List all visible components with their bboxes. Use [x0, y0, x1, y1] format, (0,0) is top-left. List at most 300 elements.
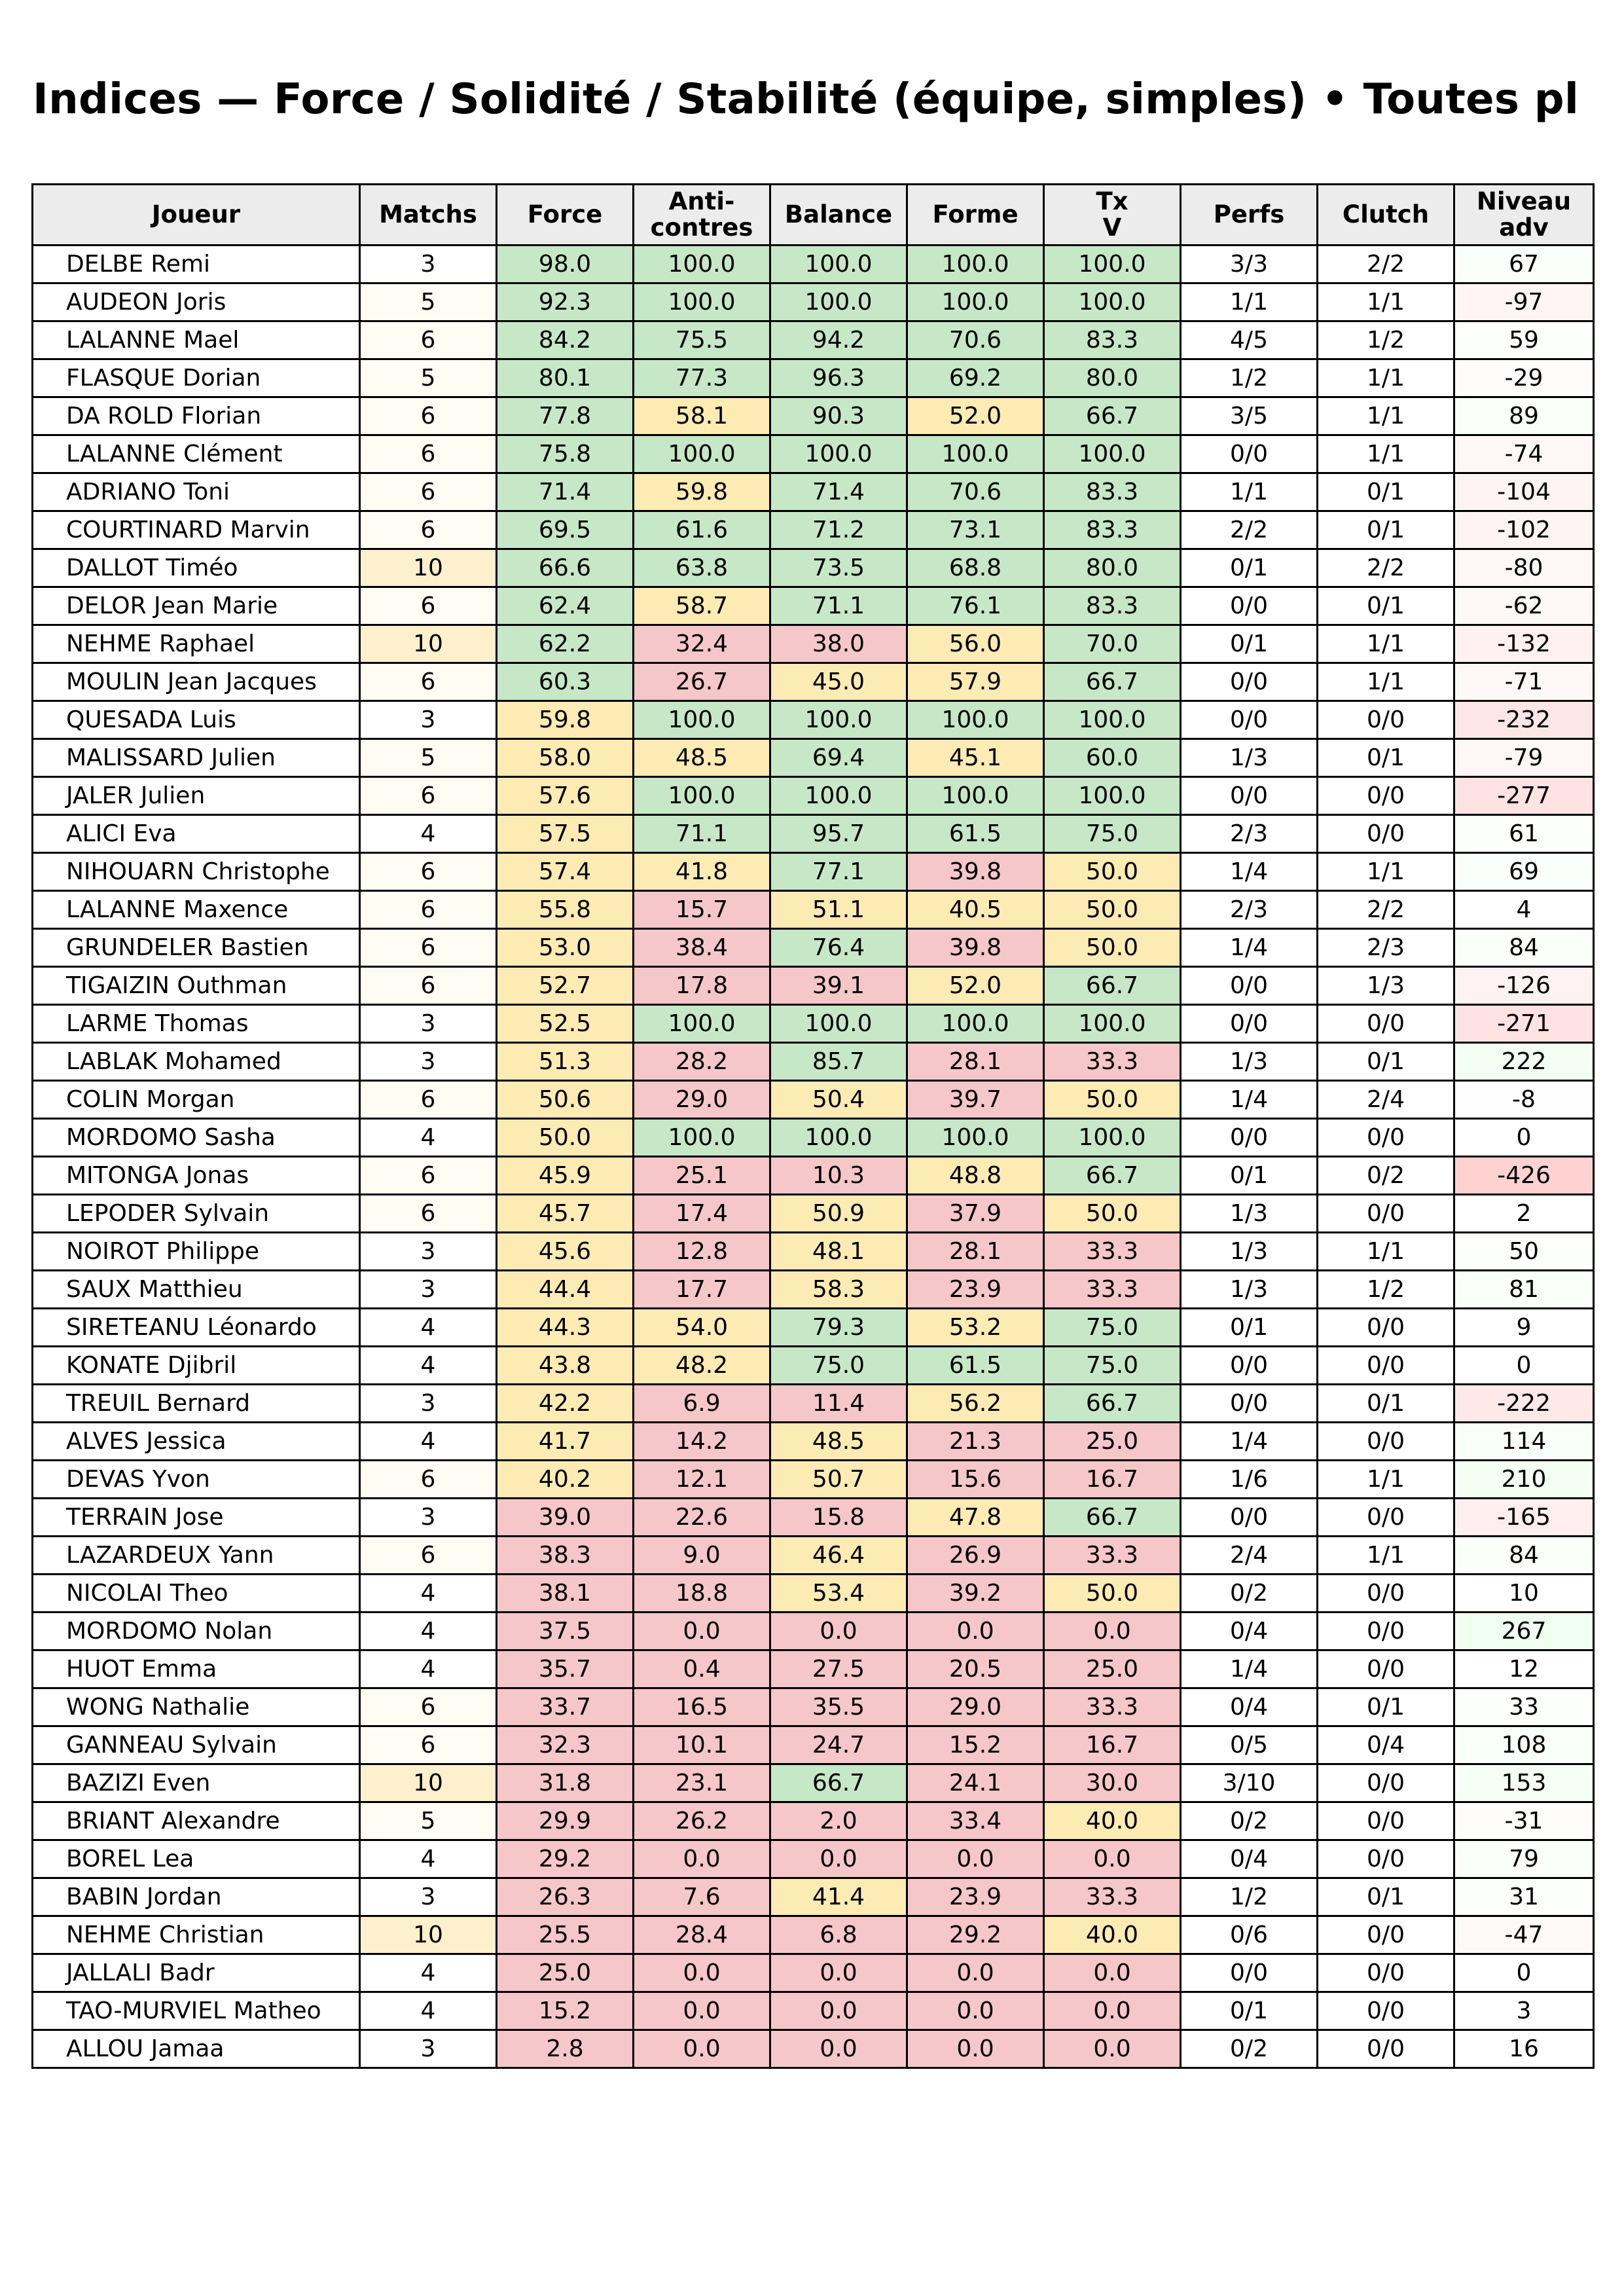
cell-balance: 35.5 — [770, 1688, 907, 1726]
cell-niveau: 108 — [1454, 1726, 1594, 1764]
cell-balance: 41.4 — [770, 1878, 907, 1916]
cell-clutch: 0/1 — [1318, 1878, 1454, 1916]
cell-joueur: MALISSARD Julien — [33, 739, 360, 777]
column-header-label: Clutch — [1342, 200, 1430, 228]
cell-txv: 25.0 — [1044, 1650, 1181, 1688]
cell-txv: 66.7 — [1044, 967, 1181, 1005]
cell-clutch: 0/0 — [1318, 1575, 1454, 1613]
cell-force: 80.1 — [497, 359, 634, 397]
cell-txv: 83.3 — [1044, 511, 1181, 549]
cell-balance: 11.4 — [770, 1385, 907, 1423]
cell-forme: 47.8 — [907, 1499, 1044, 1537]
cell-balance: 94.2 — [770, 321, 907, 359]
cell-balance: 69.4 — [770, 739, 907, 777]
cell-forme: 100.0 — [907, 777, 1044, 815]
cell-anti: 58.1 — [634, 397, 770, 435]
cell-anti: 0.0 — [634, 1954, 770, 1992]
cell-matchs: 6 — [360, 1688, 497, 1726]
cell-txv: 100.0 — [1044, 246, 1181, 283]
cell-balance: 51.1 — [770, 891, 907, 929]
cell-perfs: 0/0 — [1181, 1347, 1318, 1385]
cell-clutch: 0/0 — [1318, 1347, 1454, 1385]
table-row — [33, 1764, 1594, 1802]
cell-clutch: 1/3 — [1318, 967, 1454, 1005]
cell-matchs: 3 — [360, 246, 497, 283]
cell-balance: 2.0 — [770, 1802, 907, 1840]
cell-anti: 58.7 — [634, 587, 770, 625]
cell-niveau: 69 — [1454, 853, 1594, 891]
cell-balance: 90.3 — [770, 397, 907, 435]
cell-clutch: 0/0 — [1318, 701, 1454, 739]
cell-niveau: 50 — [1454, 1233, 1594, 1271]
cell-niveau: 89 — [1454, 397, 1594, 435]
cell-matchs: 4 — [360, 1992, 497, 2030]
cell-joueur: DA ROLD Florian — [33, 397, 360, 435]
cell-forme: 21.3 — [907, 1423, 1044, 1461]
cell-anti: 0.0 — [634, 1840, 770, 1878]
cell-matchs: 3 — [360, 1005, 497, 1043]
cell-joueur: GRUNDELER Bastien — [33, 929, 360, 967]
cell-matchs: 10 — [360, 1916, 497, 1954]
cell-txv: 50.0 — [1044, 853, 1181, 891]
cell-force: 38.3 — [497, 1537, 634, 1575]
cell-txv: 40.0 — [1044, 1802, 1181, 1840]
cell-anti: 32.4 — [634, 625, 770, 663]
cell-perfs: 1/3 — [1181, 1195, 1318, 1233]
cell-matchs: 6 — [360, 1157, 497, 1195]
table-row — [33, 891, 1594, 929]
cell-joueur: JALLALI Badr — [33, 1954, 360, 1992]
cell-joueur: MOULIN Jean Jacques — [33, 663, 360, 701]
table-row — [33, 1916, 1594, 1954]
cell-matchs: 6 — [360, 1461, 497, 1499]
cell-forme: 56.2 — [907, 1385, 1044, 1423]
column-header-clutch — [1318, 185, 1454, 246]
cell-matchs: 6 — [360, 1081, 497, 1119]
cell-balance: 0.0 — [770, 1954, 907, 1992]
table-row — [33, 321, 1594, 359]
cell-matchs: 10 — [360, 1764, 497, 1802]
cell-matchs: 6 — [360, 891, 497, 929]
cell-forme: 39.8 — [907, 853, 1044, 891]
cell-anti: 25.1 — [634, 1157, 770, 1195]
cell-txv: 75.0 — [1044, 815, 1181, 853]
column-header-joueur — [33, 185, 360, 246]
cell-niveau: 33 — [1454, 1688, 1594, 1726]
cell-niveau: 0 — [1454, 1347, 1594, 1385]
cell-balance: 10.3 — [770, 1157, 907, 1195]
cell-forme: 40.5 — [907, 891, 1044, 929]
cell-joueur: SAUX Matthieu — [33, 1271, 360, 1309]
cell-perfs: 1/4 — [1181, 853, 1318, 891]
cell-clutch: 0/0 — [1318, 1840, 1454, 1878]
cell-txv: 83.3 — [1044, 587, 1181, 625]
cell-forme: 68.8 — [907, 549, 1044, 587]
cell-niveau: 81 — [1454, 1271, 1594, 1309]
cell-perfs: 0/0 — [1181, 1385, 1318, 1423]
cell-clutch: 0/1 — [1318, 587, 1454, 625]
cell-txv: 100.0 — [1044, 283, 1181, 321]
cell-clutch: 0/1 — [1318, 1688, 1454, 1726]
cell-perfs: 0/6 — [1181, 1916, 1318, 1954]
cell-clutch: 1/1 — [1318, 1537, 1454, 1575]
cell-force: 62.4 — [497, 587, 634, 625]
cell-balance: 50.7 — [770, 1461, 907, 1499]
cell-perfs: 0/1 — [1181, 1992, 1318, 2030]
cell-clutch: 2/3 — [1318, 929, 1454, 967]
cell-txv: 0.0 — [1044, 2030, 1181, 2068]
table-row — [33, 587, 1594, 625]
cell-clutch: 0/2 — [1318, 1157, 1454, 1195]
cell-anti: 23.1 — [634, 1764, 770, 1802]
cell-anti: 63.8 — [634, 549, 770, 587]
cell-perfs: 1/1 — [1181, 473, 1318, 511]
cell-clutch: 1/1 — [1318, 1461, 1454, 1499]
cell-perfs: 1/4 — [1181, 1423, 1318, 1461]
cell-force: 52.7 — [497, 967, 634, 1005]
table-body — [33, 246, 1594, 2068]
cell-joueur: LALANNE Maxence — [33, 891, 360, 929]
cell-clutch: 0/1 — [1318, 473, 1454, 511]
cell-joueur: HUOT Emma — [33, 1650, 360, 1688]
cell-joueur: LALANNE Clément — [33, 435, 360, 473]
cell-niveau: 267 — [1454, 1613, 1594, 1650]
cell-niveau: -102 — [1454, 511, 1594, 549]
cell-joueur: NIHOUARN Christophe — [33, 853, 360, 891]
cell-forme: 39.8 — [907, 929, 1044, 967]
column-header-txv — [1044, 185, 1181, 246]
cell-clutch: 0/4 — [1318, 1726, 1454, 1764]
cell-perfs: 3/5 — [1181, 397, 1318, 435]
cell-anti: 0.0 — [634, 2030, 770, 2068]
cell-forme: 0.0 — [907, 2030, 1044, 2068]
cell-matchs: 5 — [360, 1802, 497, 1840]
cell-perfs: 1/3 — [1181, 1233, 1318, 1271]
cell-niveau: 2 — [1454, 1195, 1594, 1233]
cell-perfs: 0/0 — [1181, 701, 1318, 739]
cell-anti: 100.0 — [634, 701, 770, 739]
cell-balance: 71.2 — [770, 511, 907, 549]
cell-force: 15.2 — [497, 1992, 634, 2030]
cell-matchs: 3 — [360, 701, 497, 739]
cell-matchs: 4 — [360, 1575, 497, 1613]
cell-niveau: -222 — [1454, 1385, 1594, 1423]
cell-force: 37.5 — [497, 1613, 634, 1650]
cell-anti: 6.9 — [634, 1385, 770, 1423]
cell-joueur: NEHME Christian — [33, 1916, 360, 1954]
cell-perfs: 0/0 — [1181, 1499, 1318, 1537]
cell-niveau: 59 — [1454, 321, 1594, 359]
cell-perfs: 0/2 — [1181, 1575, 1318, 1613]
cell-perfs: 4/5 — [1181, 321, 1318, 359]
cell-perfs: 1/2 — [1181, 1878, 1318, 1916]
cell-matchs: 6 — [360, 435, 497, 473]
cell-perfs: 0/4 — [1181, 1688, 1318, 1726]
cell-force: 57.6 — [497, 777, 634, 815]
cell-niveau: 67 — [1454, 246, 1594, 283]
table-row — [33, 1878, 1594, 1916]
cell-niveau: 114 — [1454, 1423, 1594, 1461]
cell-force: 57.5 — [497, 815, 634, 853]
cell-perfs: 0/1 — [1181, 549, 1318, 587]
cell-balance: 50.4 — [770, 1081, 907, 1119]
cell-clutch: 0/1 — [1318, 739, 1454, 777]
cell-force: 53.0 — [497, 929, 634, 967]
cell-clutch: 0/0 — [1318, 1423, 1454, 1461]
cell-anti: 41.8 — [634, 853, 770, 891]
cell-forme: 52.0 — [907, 967, 1044, 1005]
cell-anti: 0.0 — [634, 1992, 770, 2030]
cell-balance: 15.8 — [770, 1499, 907, 1537]
cell-clutch: 0/1 — [1318, 1385, 1454, 1423]
cell-force: 29.2 — [497, 1840, 634, 1878]
cell-forme: 26.9 — [907, 1537, 1044, 1575]
column-header-label: Forme — [932, 200, 1019, 228]
cell-joueur: DELBE Remi — [33, 246, 360, 283]
cell-matchs: 6 — [360, 1537, 497, 1575]
table-row — [33, 1613, 1594, 1650]
cell-matchs: 10 — [360, 549, 497, 587]
cell-anti: 16.5 — [634, 1688, 770, 1726]
cell-balance: 100.0 — [770, 435, 907, 473]
cell-joueur: LALANNE Mael — [33, 321, 360, 359]
cell-anti: 100.0 — [634, 435, 770, 473]
cell-anti: 48.2 — [634, 1347, 770, 1385]
cell-matchs: 4 — [360, 1309, 497, 1347]
cell-clutch: 0/0 — [1318, 1916, 1454, 1954]
table-row — [33, 511, 1594, 549]
cell-niveau: 31 — [1454, 1878, 1594, 1916]
cell-joueur: ADRIANO Toni — [33, 473, 360, 511]
cell-txv: 100.0 — [1044, 701, 1181, 739]
cell-joueur: LAZARDEUX Yann — [33, 1537, 360, 1575]
cell-txv: 66.7 — [1044, 663, 1181, 701]
cell-niveau: 4 — [1454, 891, 1594, 929]
cell-balance: 48.5 — [770, 1423, 907, 1461]
cell-matchs: 4 — [360, 1119, 497, 1157]
cell-force: 41.7 — [497, 1423, 634, 1461]
column-header-anti — [634, 185, 770, 246]
cell-joueur: KONATE Djibril — [33, 1347, 360, 1385]
cell-anti: 29.0 — [634, 1081, 770, 1119]
cell-forme: 76.1 — [907, 587, 1044, 625]
cell-txv: 33.3 — [1044, 1271, 1181, 1309]
table-row — [33, 967, 1594, 1005]
cell-txv: 50.0 — [1044, 1195, 1181, 1233]
table-row — [33, 853, 1594, 891]
cell-joueur: ALLOU Jamaa — [33, 2030, 360, 2068]
cell-matchs: 6 — [360, 967, 497, 1005]
cell-force: 71.4 — [497, 473, 634, 511]
cell-balance: 95.7 — [770, 815, 907, 853]
cell-balance: 58.3 — [770, 1271, 907, 1309]
column-header-label: Anti- — [668, 187, 735, 215]
cell-forme: 52.0 — [907, 397, 1044, 435]
cell-joueur: TREUIL Bernard — [33, 1385, 360, 1423]
cell-forme: 33.4 — [907, 1802, 1044, 1840]
cell-clutch: 1/1 — [1318, 853, 1454, 891]
cell-niveau: -277 — [1454, 777, 1594, 815]
cell-joueur: WONG Nathalie — [33, 1688, 360, 1726]
cell-clutch: 0/0 — [1318, 1195, 1454, 1233]
cell-anti: 12.1 — [634, 1461, 770, 1499]
cell-joueur: BAZIZI Even — [33, 1764, 360, 1802]
cell-forme: 100.0 — [907, 435, 1044, 473]
cell-perfs: 1/3 — [1181, 1271, 1318, 1309]
cell-perfs: 0/0 — [1181, 777, 1318, 815]
cell-force: 39.0 — [497, 1499, 634, 1537]
cell-force: 42.2 — [497, 1385, 634, 1423]
cell-joueur: MORDOMO Sasha — [33, 1119, 360, 1157]
cell-anti: 28.4 — [634, 1916, 770, 1954]
cell-forme: 100.0 — [907, 283, 1044, 321]
table-row — [33, 1954, 1594, 1992]
column-header-label: adv — [1499, 213, 1549, 242]
cell-clutch: 0/0 — [1318, 1802, 1454, 1840]
cell-force: 44.3 — [497, 1309, 634, 1347]
cell-balance: 100.0 — [770, 246, 907, 283]
table-row — [33, 359, 1594, 397]
cell-joueur: COLIN Morgan — [33, 1081, 360, 1119]
cell-balance: 71.4 — [770, 473, 907, 511]
cell-clutch: 2/2 — [1318, 891, 1454, 929]
cell-joueur: DEVAS Yvon — [33, 1461, 360, 1499]
cell-anti: 71.1 — [634, 815, 770, 853]
cell-force: 25.5 — [497, 1916, 634, 1954]
cell-anti: 59.8 — [634, 473, 770, 511]
cell-txv: 100.0 — [1044, 777, 1181, 815]
cell-niveau: -426 — [1454, 1157, 1594, 1195]
cell-matchs: 4 — [360, 1613, 497, 1650]
cell-clutch: 0/0 — [1318, 1499, 1454, 1537]
cell-force: 2.8 — [497, 2030, 634, 2068]
cell-niveau: 0 — [1454, 1954, 1594, 1992]
cell-forme: 28.1 — [907, 1043, 1044, 1081]
table-row — [33, 1385, 1594, 1423]
cell-niveau: -232 — [1454, 701, 1594, 739]
cell-perfs: 1/1 — [1181, 283, 1318, 321]
cell-perfs: 0/5 — [1181, 1726, 1318, 1764]
column-header-label: Perfs — [1213, 200, 1285, 228]
cell-force: 26.3 — [497, 1878, 634, 1916]
cell-niveau: 210 — [1454, 1461, 1594, 1499]
cell-txv: 33.3 — [1044, 1688, 1181, 1726]
cell-force: 98.0 — [497, 246, 634, 283]
column-header-perfs — [1181, 185, 1318, 246]
cell-balance: 77.1 — [770, 853, 907, 891]
cell-txv: 50.0 — [1044, 1575, 1181, 1613]
cell-forme: 29.0 — [907, 1688, 1044, 1726]
table-row — [33, 1423, 1594, 1461]
cell-clutch: 1/1 — [1318, 663, 1454, 701]
cell-matchs: 6 — [360, 511, 497, 549]
cell-niveau: -29 — [1454, 359, 1594, 397]
cell-clutch: 1/2 — [1318, 321, 1454, 359]
cell-matchs: 6 — [360, 587, 497, 625]
table-row — [33, 1499, 1594, 1537]
cell-clutch: 1/1 — [1318, 625, 1454, 663]
cell-niveau: -8 — [1454, 1081, 1594, 1119]
cell-matchs: 6 — [360, 473, 497, 511]
column-header-forme — [907, 185, 1044, 246]
table-row — [33, 663, 1594, 701]
cell-perfs: 0/0 — [1181, 587, 1318, 625]
cell-perfs: 0/1 — [1181, 625, 1318, 663]
cell-force: 33.7 — [497, 1688, 634, 1726]
cell-clutch: 0/0 — [1318, 777, 1454, 815]
cell-forme: 15.2 — [907, 1726, 1044, 1764]
cell-joueur: LEPODER Sylvain — [33, 1195, 360, 1233]
cell-force: 32.3 — [497, 1726, 634, 1764]
cell-balance: 27.5 — [770, 1650, 907, 1688]
cell-balance: 66.7 — [770, 1764, 907, 1802]
cell-force: 29.9 — [497, 1802, 634, 1840]
cell-matchs: 4 — [360, 1423, 497, 1461]
cell-matchs: 6 — [360, 663, 497, 701]
cell-niveau: 16 — [1454, 2030, 1594, 2068]
cell-perfs: 0/4 — [1181, 1613, 1318, 1650]
cell-perfs: 3/10 — [1181, 1764, 1318, 1802]
cell-clutch: 1/1 — [1318, 359, 1454, 397]
cell-clutch: 0/0 — [1318, 2030, 1454, 2068]
table-row — [33, 701, 1594, 739]
table-row — [33, 777, 1594, 815]
cell-niveau: 9 — [1454, 1309, 1594, 1347]
cell-force: 59.8 — [497, 701, 634, 739]
cell-forme: 70.6 — [907, 321, 1044, 359]
table-row — [33, 1840, 1594, 1878]
cell-joueur: SIRETEANU Léonardo — [33, 1309, 360, 1347]
cell-perfs: 0/4 — [1181, 1840, 1318, 1878]
cell-joueur: MORDOMO Nolan — [33, 1613, 360, 1650]
cell-niveau: 79 — [1454, 1840, 1594, 1878]
cell-anti: 100.0 — [634, 1119, 770, 1157]
cell-forme: 48.8 — [907, 1157, 1044, 1195]
cell-txv: 0.0 — [1044, 1992, 1181, 2030]
cell-txv: 50.0 — [1044, 891, 1181, 929]
cell-txv: 80.0 — [1044, 549, 1181, 587]
cell-txv: 75.0 — [1044, 1309, 1181, 1347]
cell-joueur: BOREL Lea — [33, 1840, 360, 1878]
cell-joueur: BRIANT Alexandre — [33, 1802, 360, 1840]
cell-forme: 100.0 — [907, 1119, 1044, 1157]
cell-anti: 7.6 — [634, 1878, 770, 1916]
cell-txv: 100.0 — [1044, 435, 1181, 473]
cell-txv: 33.3 — [1044, 1537, 1181, 1575]
cell-niveau: -165 — [1454, 1499, 1594, 1537]
cell-force: 51.3 — [497, 1043, 634, 1081]
cell-force: 66.6 — [497, 549, 634, 587]
cell-forme: 100.0 — [907, 701, 1044, 739]
cell-anti: 14.2 — [634, 1423, 770, 1461]
cell-clutch: 0/0 — [1318, 1005, 1454, 1043]
cell-force: 45.9 — [497, 1157, 634, 1195]
cell-matchs: 6 — [360, 1726, 497, 1764]
cell-forme: 0.0 — [907, 1954, 1044, 1992]
cell-clutch: 0/0 — [1318, 1309, 1454, 1347]
cell-anti: 17.7 — [634, 1271, 770, 1309]
stats-table — [31, 183, 1595, 2069]
cell-anti: 75.5 — [634, 321, 770, 359]
cell-matchs: 4 — [360, 815, 497, 853]
cell-matchs: 3 — [360, 1499, 497, 1537]
cell-force: 92.3 — [497, 283, 634, 321]
cell-clutch: 1/1 — [1318, 397, 1454, 435]
cell-forme: 57.9 — [907, 663, 1044, 701]
cell-forme: 73.1 — [907, 511, 1044, 549]
cell-anti: 100.0 — [634, 777, 770, 815]
cell-force: 58.0 — [497, 739, 634, 777]
